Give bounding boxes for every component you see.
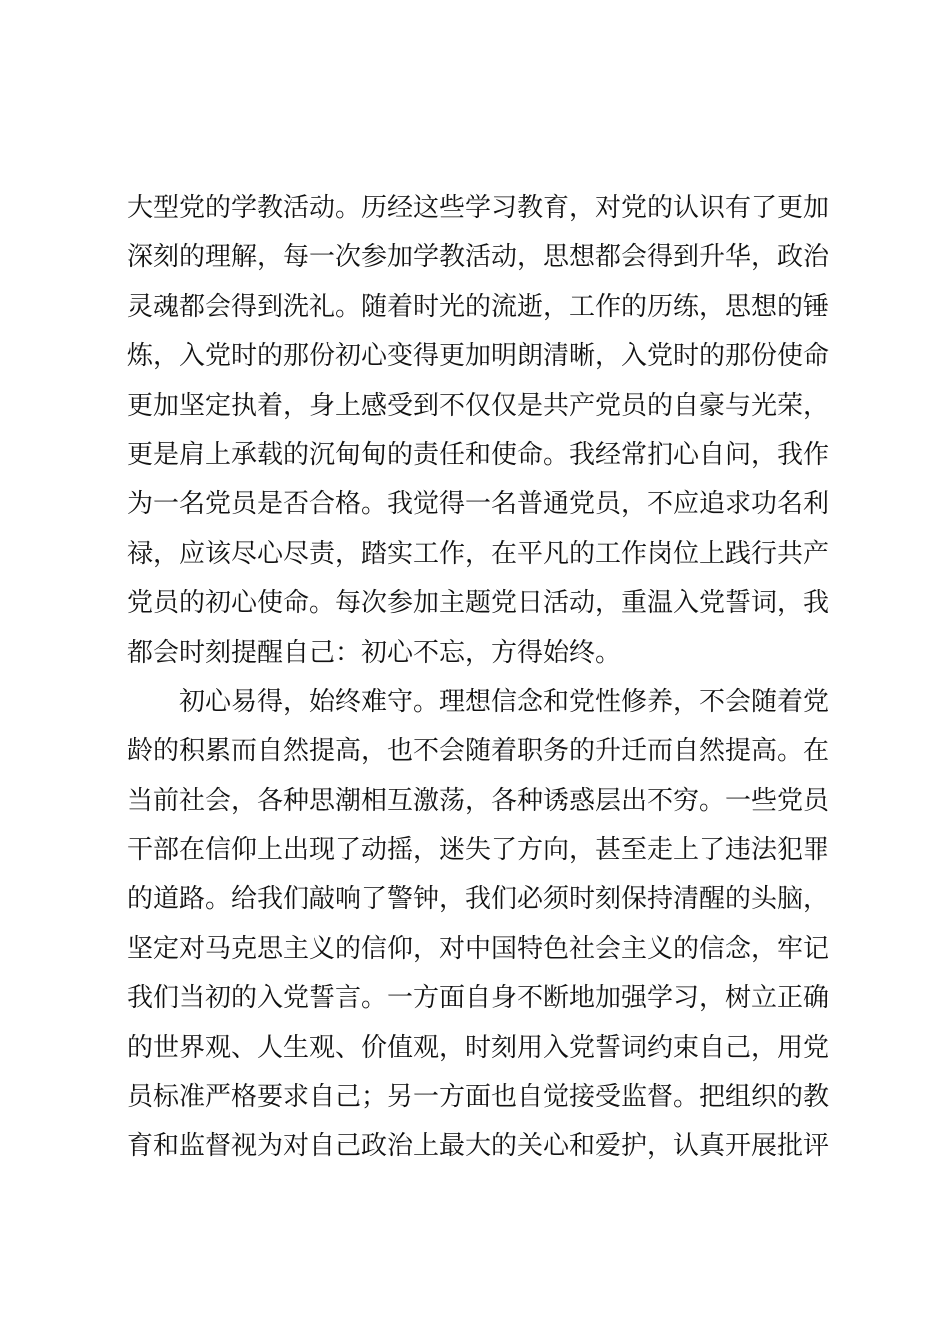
- text-line: 党员的初心使命。每次参加主题党日活动，重温入党誓词，我: [127, 588, 830, 619]
- text-line: 的道路。给我们敲响了警钟，我们必须时刻保持清醒的头脑，: [127, 884, 830, 915]
- text-line: 龄的积累而自然提高，也不会随着职务的升迁而自然提高。在: [127, 736, 830, 767]
- text-line: 深刻的理解，每一次参加学教活动，思想都会得到升华，政治: [127, 242, 830, 273]
- text-line: 为一名党员是否合格。我觉得一名普通党员，不应追求功名利: [127, 489, 830, 520]
- text-line: 禄，应该尽心尽责，踏实工作，在平凡的工作岗位上践行共产: [127, 538, 830, 569]
- text-line: 我们当初的入党誓言。一方面自身不断地加强学习，树立正确: [127, 983, 830, 1014]
- text-line: 大型党的学教活动。历经这些学习教育，对党的认识有了更加: [127, 193, 830, 223]
- text-line: 更加坚定执着，身上感受到不仅仅是共产党员的自豪与光荣，: [127, 390, 830, 421]
- text-line: 育和监督视为对自己政治上最大的关心和爱护，认真开展批评: [127, 1131, 830, 1162]
- text-line: 都会时刻提醒自己：初心不忘，方得始终。: [127, 637, 622, 668]
- text-line: 坚定对马克思主义的信仰，对中国特色社会主义的信念，牢记: [127, 933, 830, 964]
- body-text: [127, 184, 847, 1172]
- text-line: 更是肩上承载的沉甸甸的责任和使命。我经常扪心自问，我作: [127, 439, 830, 470]
- text-line: 干部在信仰上出现了动摇，迷失了方向，甚至走上了违法犯罪: [127, 835, 830, 866]
- text-line: 员标准严格要求自己；另一方面也自觉接受监督。把组织的教: [127, 1082, 830, 1113]
- text-line: 灵魂都会得到洗礼。随着时光的流逝，工作的历练，思想的锤: [127, 291, 830, 322]
- text-line: 的世界观、人生观、价值观，时刻用入党誓词约束自己，用党: [127, 1032, 830, 1063]
- text-line: 炼，入党时的那份初心变得更加明朗清晰，入党时的那份使命: [127, 341, 830, 372]
- paragraph-start-line: 初心易得，始终难守。理想信念和党性修养，不会随着党: [179, 686, 830, 717]
- text-line: 当前社会，各种思潮相互激荡，各种诱惑层出不穷。一些党员: [127, 785, 830, 816]
